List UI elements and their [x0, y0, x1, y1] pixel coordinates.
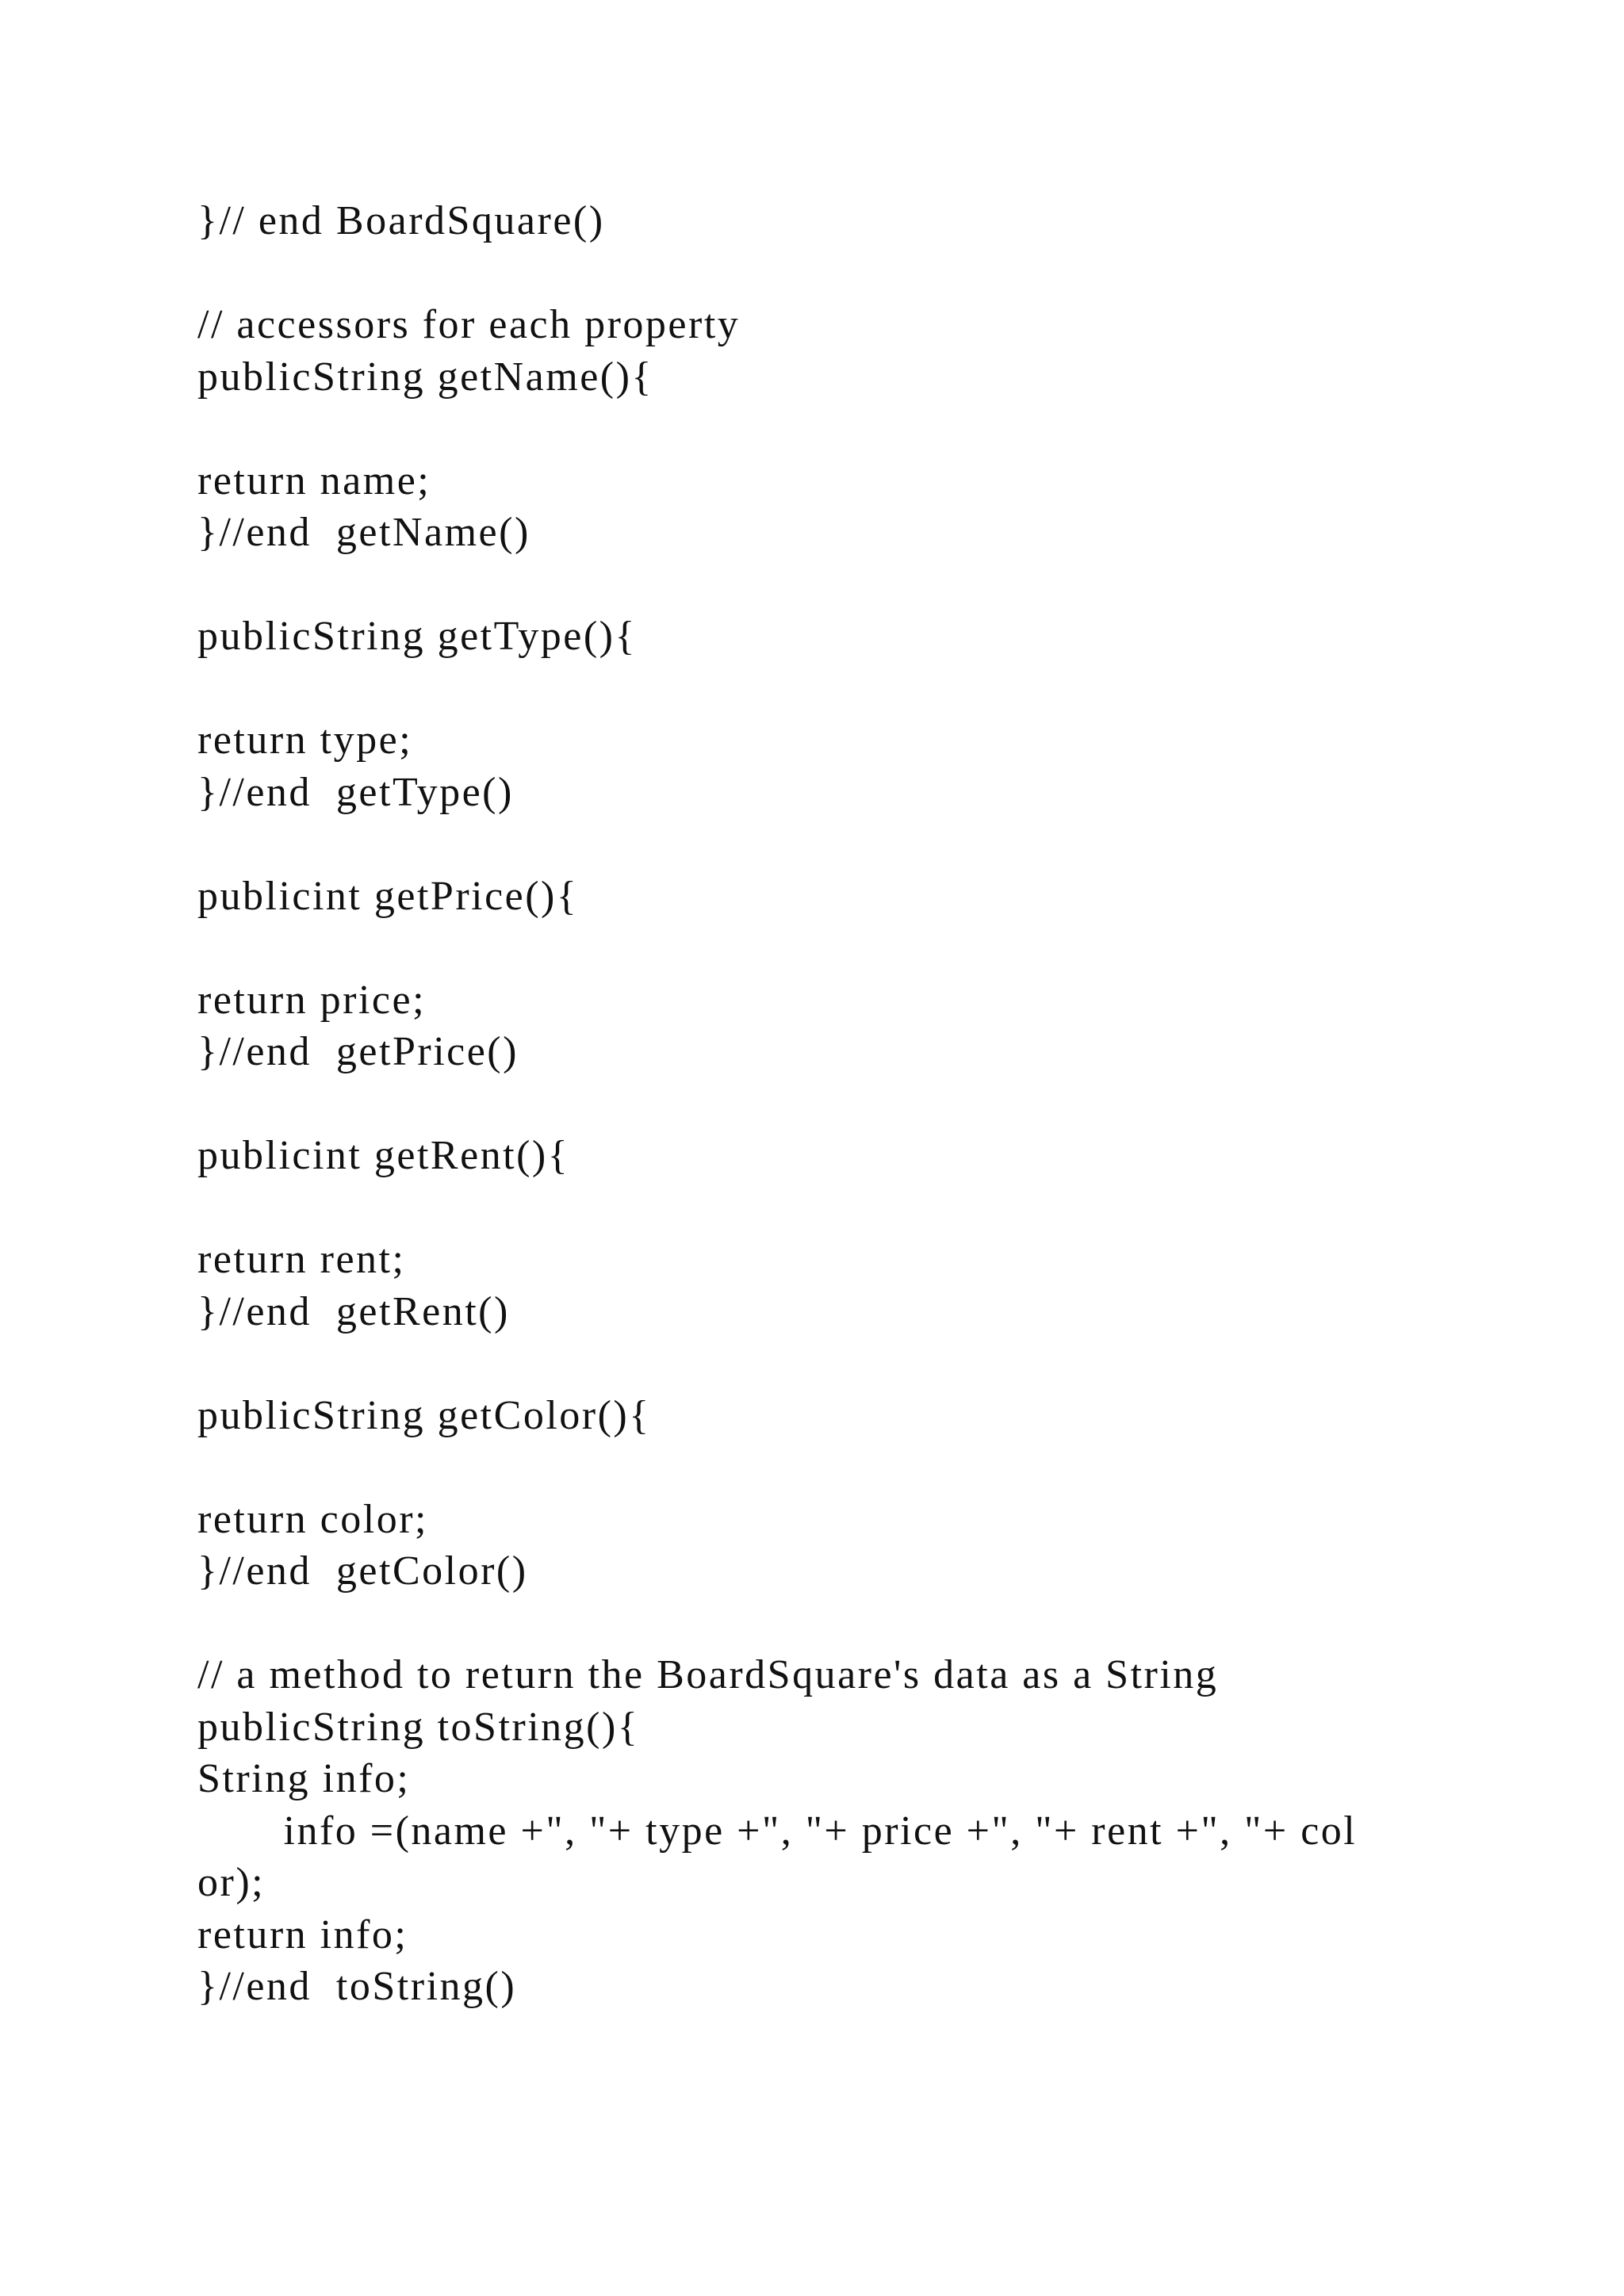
code-line-24: publicString getColor(){: [197, 1392, 651, 1438]
code-line-1: }// end BoardSquare(): [197, 198, 605, 243]
code-line-31: String info;: [197, 1756, 411, 1801]
blank-line: [197, 1337, 1545, 1390]
code-line-11: return type;: [197, 718, 413, 763]
code-line-9: publicString getType(){: [197, 614, 637, 659]
blank-line: [197, 1441, 1545, 1494]
code-line-19: publicint getRent(){: [197, 1133, 570, 1178]
code-line-34: return info;: [197, 1911, 408, 1957]
code-line-26: return color;: [197, 1496, 428, 1542]
blank-line: [197, 403, 1545, 455]
code-line-30: publicString toString(){: [197, 1704, 640, 1750]
code-line-7: }//end getName(): [197, 510, 530, 555]
code-line-22: }//end getRent(): [197, 1288, 510, 1334]
code-line-33: or);: [197, 1860, 266, 1905]
code-line-14: publicint getPrice(){: [197, 873, 579, 919]
blank-line: [197, 1598, 1545, 1650]
code-line-29: // a method to return the BoardSquare's data as a String: [197, 1652, 1219, 1697]
blank-line: [197, 922, 1545, 974]
code-line-3: // accessors for each property: [197, 302, 741, 347]
code-line-6: return name;: [197, 457, 431, 503]
blank-line: [197, 559, 1545, 611]
code-listing: [197, 195, 1545, 2013]
code-line-32: info =(name +", "+ type +", "+ price +", "+ rent +", "+ col: [197, 1808, 1358, 1854]
blank-line: [197, 663, 1545, 715]
code-line-12: }//end getType(): [197, 769, 514, 815]
code-line-4: publicString getName(){: [197, 354, 653, 400]
code-line-17: }//end getPrice(): [197, 1029, 519, 1074]
blank-line: [197, 818, 1545, 871]
blank-line: [197, 1182, 1545, 1234]
code-line-16: return price;: [197, 977, 427, 1023]
code-line-35: }//end toString(): [197, 1964, 517, 2009]
blank-line: [197, 1078, 1545, 1131]
code-line-27: }//end getColor(): [197, 1548, 528, 1594]
blank-line: [197, 247, 1545, 300]
code-line-21: return rent;: [197, 1237, 406, 1282]
